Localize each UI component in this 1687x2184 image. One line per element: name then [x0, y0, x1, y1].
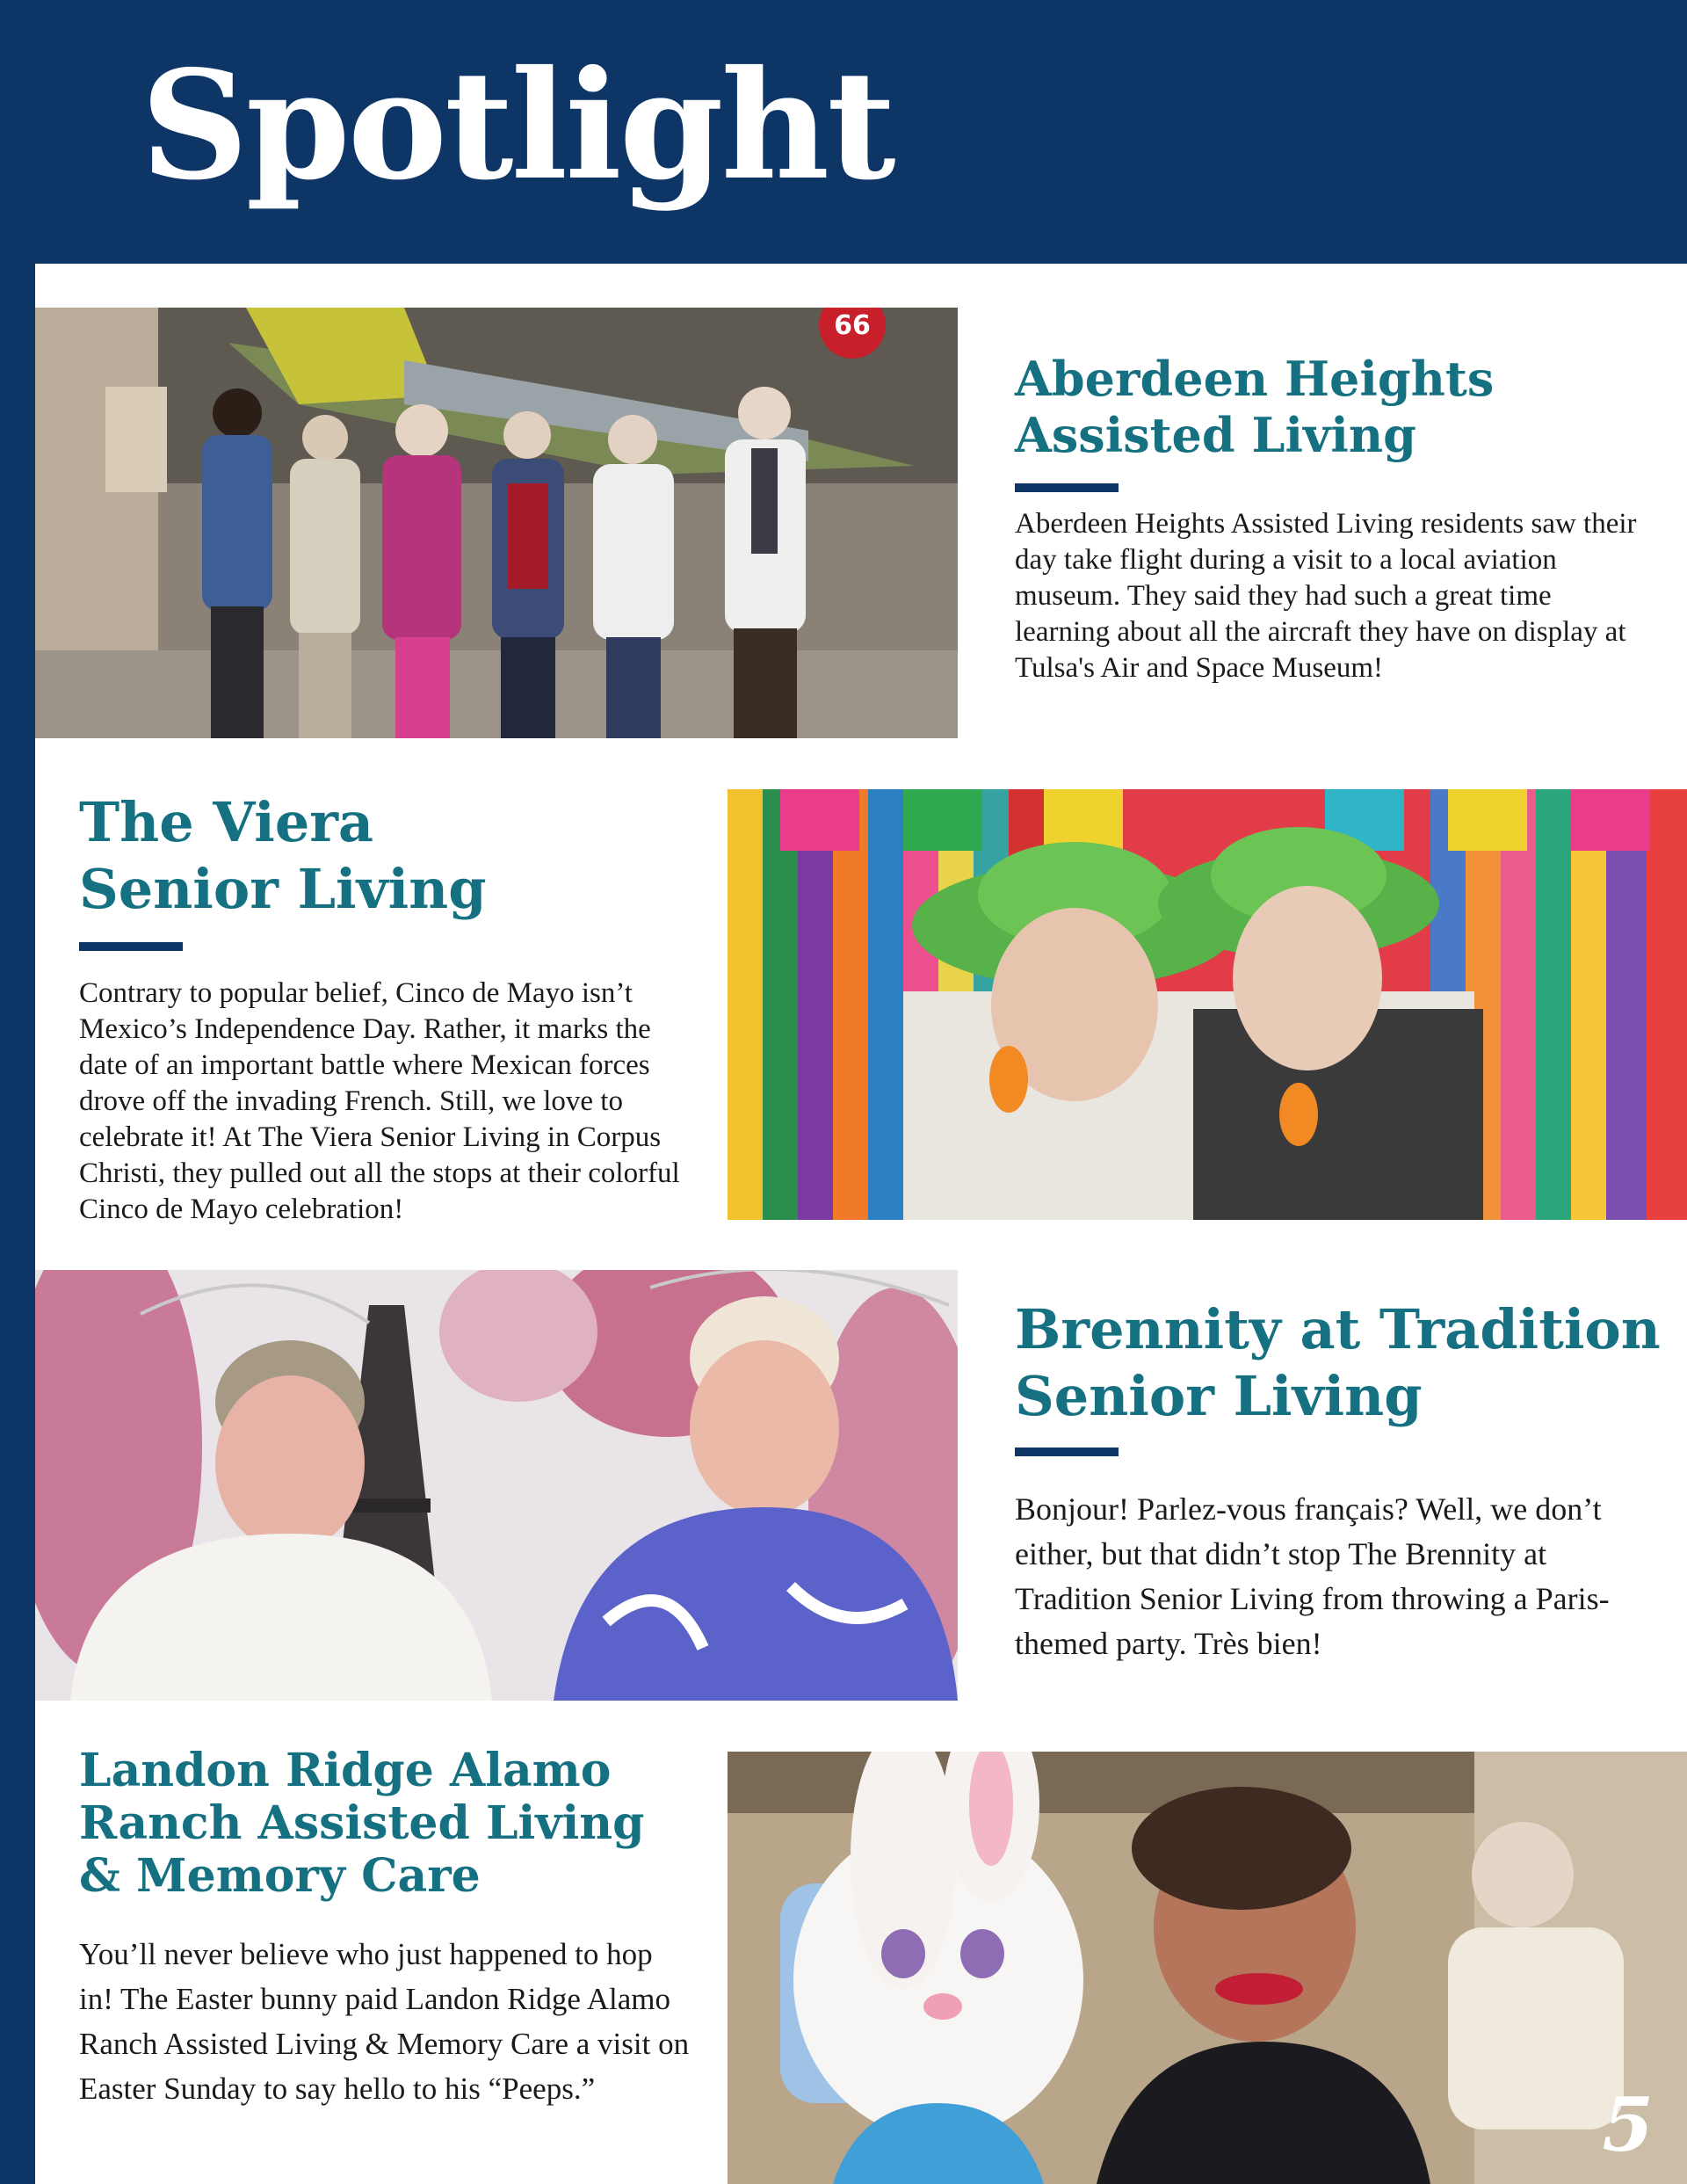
story-heading-brennity: Brennity at Tradition Senior Living	[1015, 1297, 1661, 1428]
heading-underline-viera	[79, 942, 183, 951]
photo-cinco-de-mayo	[728, 789, 1687, 1220]
heading-underline-aberdeen	[1015, 483, 1119, 492]
story-body-aberdeen: Aberdeen Heights Assisted Living residents saw their day take flight during a visit to a local aviation museum. They said they had such a great time learning about all the aircraft they have on display at Tulsa's Air and Space Museum!	[1015, 508, 1637, 684]
story-body-brennity: Bonjour! Parlez-vous français? Well, we don’t either, but that didn’t stop The Brennity at Tradition Senior Living from throwing a Paris-themed party. Très bien!	[1015, 1491, 1610, 1661]
route-66-sign-text: 66	[834, 310, 871, 341]
page-number: 5	[1602, 2081, 1654, 2168]
heading-underline-brennity	[1015, 1448, 1119, 1456]
photo-paris-party	[35, 1270, 958, 1701]
story-heading-aberdeen: Aberdeen Heights Assisted Living	[1015, 351, 1495, 463]
photo-easter-bunny	[728, 1752, 1687, 2184]
story-heading-viera: The Viera Senior Living	[79, 790, 487, 921]
photo-aviation-museum	[35, 308, 958, 738]
left-accent-bar	[0, 264, 35, 2184]
page-title: Spotlight	[141, 38, 894, 214]
story-body-viera: Contrary to popular belief, Cinco de Mayo isn’t Mexico’s Independence Day. Rather, it marks the date of an important battle where Mexican forces drove off the invading French. Still, we love to celebrate it! At The Viera Senior Living in Corpus Christi, they pulled out all the stops at their colorful Cinco de Mayo celebration!	[79, 977, 680, 1225]
story-heading-landon: Landon Ridge Alamo Ranch Assisted Living & Memory Care	[79, 1744, 645, 1903]
story-body-landon: You’ll never believe who just happened to hop in! The Easter bunny paid Landon Ridge Alamo Ranch Assisted Living & Memory Care a visit on Easter Sunday to say hello to his “Peeps.”	[79, 1937, 690, 2106]
